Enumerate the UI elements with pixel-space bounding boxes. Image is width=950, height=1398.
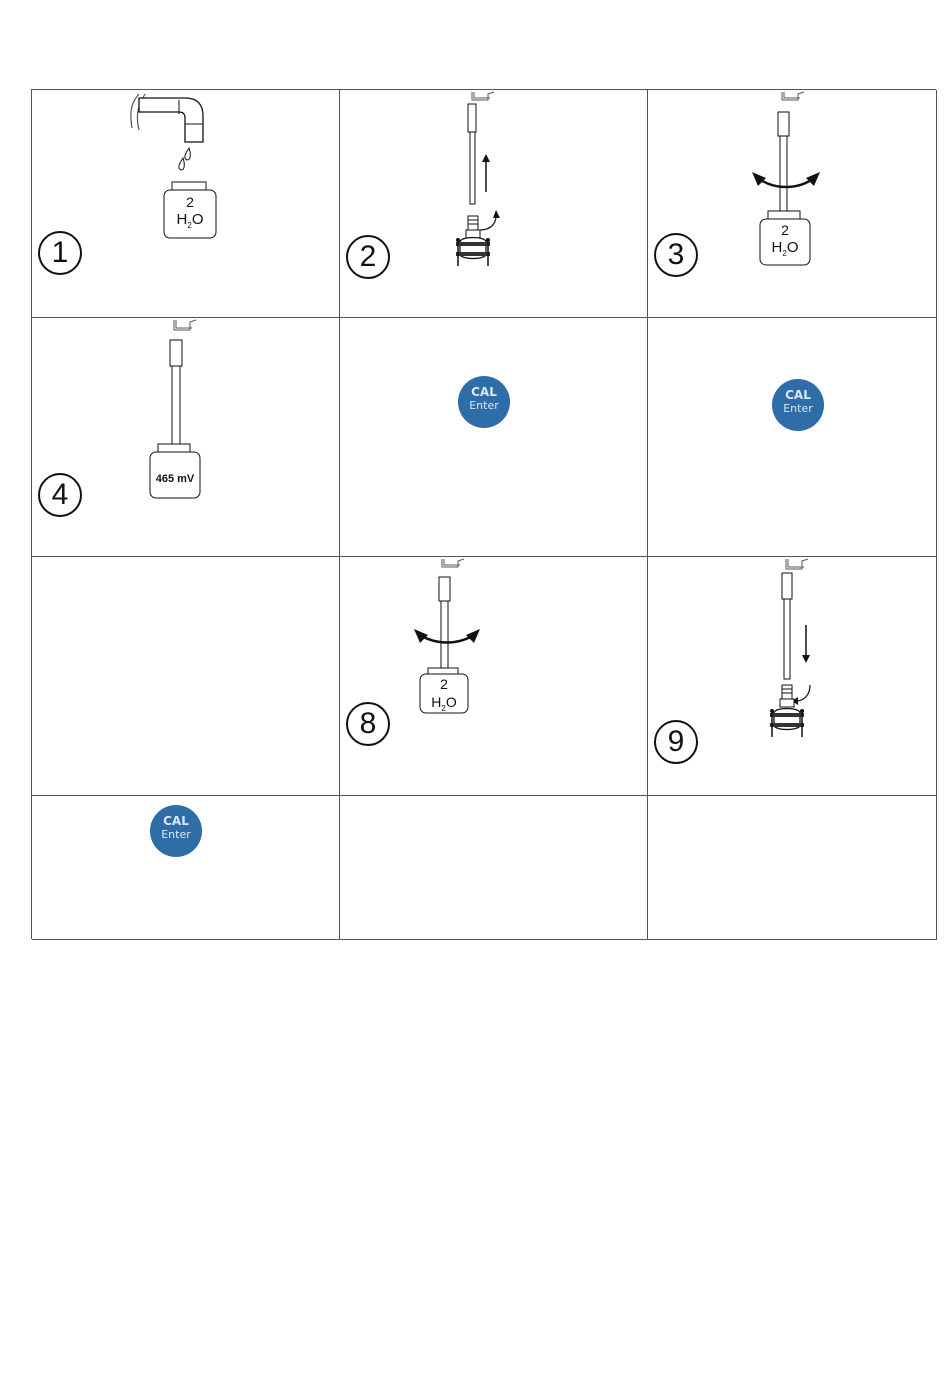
- bottle-formula: $H_2O$: [771, 239, 799, 258]
- bottle-value: 2: [186, 194, 194, 210]
- cal-label: CAL: [471, 385, 497, 399]
- bottle-formula: $H_2O$: [176, 211, 204, 230]
- step-number-4: 4: [38, 473, 82, 517]
- bottle-formula: $H_2O$: [431, 694, 457, 713]
- cell-step-2: [340, 90, 648, 318]
- bottle-label: [164, 193, 216, 235]
- bottle-label: [760, 221, 810, 263]
- sensor-removal-icon: [450, 90, 520, 280]
- cell-step-3: [648, 90, 937, 318]
- enter-label: Enter: [161, 828, 191, 841]
- step-number-3: 3: [654, 233, 698, 277]
- mv-reading: 465 mV: [155, 473, 195, 485]
- cell-step-7: [32, 557, 340, 796]
- step-number-8: 8: [346, 702, 390, 746]
- bottle-label: [420, 675, 468, 718]
- cell-step-9: [648, 557, 937, 796]
- sensor-install-icon: [766, 557, 836, 753]
- instruction-grid: [31, 89, 936, 939]
- cell-step-1: [32, 90, 340, 318]
- cal-enter-button[interactable]: [772, 379, 824, 431]
- cell-step-12: [648, 796, 937, 940]
- sensor-immersed-icon: [162, 318, 222, 448]
- step-number-9: 9: [654, 720, 698, 764]
- cell-step-10: [32, 796, 340, 940]
- cell-step-11: [340, 796, 648, 940]
- cal-label: CAL: [163, 814, 189, 828]
- sensor-rinse-icon: [412, 557, 492, 671]
- cell-step-8: [340, 557, 648, 796]
- step-number-1: 1: [38, 231, 82, 275]
- bottle-value: 2: [440, 676, 448, 692]
- cell-step-5: [340, 318, 648, 557]
- bottle-value: 2: [781, 222, 789, 238]
- cal-enter-button[interactable]: [150, 805, 202, 857]
- enter-label: Enter: [469, 399, 499, 412]
- cell-step-6: [648, 318, 937, 557]
- cell-step-4: [32, 318, 340, 557]
- cal-enter-button[interactable]: [458, 376, 510, 428]
- cal-label: CAL: [785, 388, 811, 402]
- faucet-icon: [127, 90, 217, 180]
- enter-label: Enter: [783, 402, 813, 415]
- step-number-2: 2: [346, 235, 390, 279]
